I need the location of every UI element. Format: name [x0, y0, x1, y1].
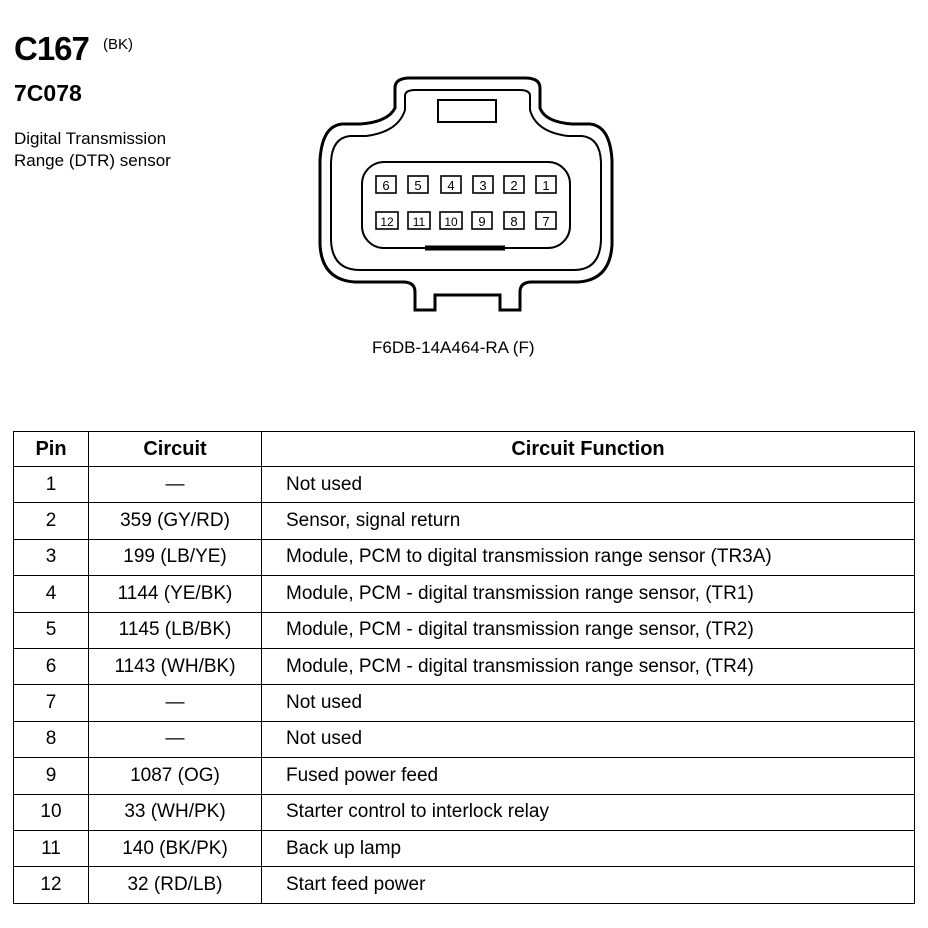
- connector-pin-carrier: [362, 162, 570, 248]
- function-cell: Sensor, signal return: [262, 503, 915, 539]
- cavity: [440, 212, 462, 229]
- connector-shell-outline: [320, 78, 612, 310]
- circuit-cell: 199 (LB/YE): [89, 539, 262, 575]
- function-cell: Module, PCM - digital transmission range sensor, (TR4): [262, 648, 915, 684]
- description-line-2: Range (DTR) sensor: [14, 151, 171, 170]
- function-cell: Not used: [262, 721, 915, 757]
- pin-cell: 3: [14, 539, 89, 575]
- cavity-number: 10: [444, 215, 458, 229]
- pin-cell: 1: [14, 467, 89, 503]
- pinout-table: [13, 431, 915, 904]
- pin-cell: 10: [14, 794, 89, 830]
- cavity: [408, 212, 430, 229]
- pin-cell: 5: [14, 612, 89, 648]
- function-cell: Back up lamp: [262, 830, 915, 866]
- cavity: [504, 176, 524, 193]
- header-pin: Pin: [14, 432, 89, 467]
- cavity: [504, 212, 524, 229]
- component-description: [14, 128, 214, 172]
- cavity-number: 12: [380, 215, 394, 229]
- cavity-number: 11: [412, 215, 426, 229]
- circuit-cell: 140 (BK/PK): [89, 830, 262, 866]
- table-row: [14, 794, 915, 830]
- cavity-number: 5: [414, 178, 422, 193]
- cavity-number: 3: [479, 178, 487, 193]
- pin-cell: 2: [14, 503, 89, 539]
- cavity: [376, 212, 398, 229]
- header-circuit-function: Circuit Function: [262, 432, 915, 467]
- connector-id: C167: [14, 30, 89, 67]
- table-row: [14, 612, 915, 648]
- cavity-number: 2: [510, 178, 518, 193]
- cavity: [536, 176, 556, 193]
- table-row: [14, 721, 915, 757]
- pin-cell: 6: [14, 648, 89, 684]
- table-row: [14, 867, 915, 903]
- function-cell: Module, PCM - digital transmission range sensor, (TR1): [262, 576, 915, 612]
- cavity: [472, 212, 492, 229]
- cavity: [376, 176, 396, 193]
- cavity-number: 7: [542, 214, 550, 229]
- cavity-number: 6: [382, 178, 390, 193]
- connector-color: (BK): [103, 36, 133, 53]
- cavity-number: 8: [510, 214, 518, 229]
- description-line-1: Digital Transmission: [14, 129, 167, 148]
- connector-face-diagram: [300, 70, 630, 340]
- circuit-cell: 32 (RD/LB): [89, 867, 262, 903]
- function-cell: Not used: [262, 467, 915, 503]
- component-part-number: 7C078: [14, 80, 82, 106]
- circuit-cell: 1087 (OG): [89, 758, 262, 794]
- function-cell: Module, PCM to digital transmission range sensor (TR3A): [262, 539, 915, 575]
- function-cell: Module, PCM - digital transmission range sensor, (TR2): [262, 612, 915, 648]
- connector-part-number: F6DB-14A464-RA (F): [372, 338, 535, 357]
- circuit-cell: 1144 (YE/BK): [89, 576, 262, 612]
- pin-cell: 8: [14, 721, 89, 757]
- connector-latch: [438, 100, 496, 122]
- cavity-number: 9: [478, 214, 486, 229]
- pin-cell: 9: [14, 758, 89, 794]
- table-row: [14, 648, 915, 684]
- table-header-row: [14, 432, 915, 467]
- cavity: [536, 212, 556, 229]
- pin-cell: 12: [14, 867, 89, 903]
- function-cell: Starter control to interlock relay: [262, 794, 915, 830]
- connector-face-illustration: [300, 70, 630, 335]
- circuit-cell: —: [89, 721, 262, 757]
- table-row: [14, 758, 915, 794]
- pin-cell: 11: [14, 830, 89, 866]
- cavity-number: 4: [447, 178, 455, 193]
- cavity-row-bottom: [376, 212, 556, 229]
- function-cell: Start feed power: [262, 867, 915, 903]
- circuit-cell: 359 (GY/RD): [89, 503, 262, 539]
- table-row: [14, 503, 915, 539]
- table-row: [14, 685, 915, 721]
- circuit-cell: —: [89, 685, 262, 721]
- cavity: [473, 176, 493, 193]
- cavity-row-top: [376, 176, 556, 193]
- pin-cell: 4: [14, 576, 89, 612]
- table-row: [14, 830, 915, 866]
- table-row: [14, 467, 915, 503]
- circuit-cell: —: [89, 467, 262, 503]
- table-row: [14, 539, 915, 575]
- circuit-cell: 33 (WH/PK): [89, 794, 262, 830]
- function-cell: Fused power feed: [262, 758, 915, 794]
- header-circuit: Circuit: [89, 432, 262, 467]
- cavity: [408, 176, 428, 193]
- cavity-number: 1: [542, 178, 550, 193]
- cavity: [441, 176, 461, 193]
- table-row: [14, 576, 915, 612]
- circuit-cell: 1143 (WH/BK): [89, 648, 262, 684]
- function-cell: Not used: [262, 685, 915, 721]
- circuit-cell: 1145 (LB/BK): [89, 612, 262, 648]
- pin-cell: 7: [14, 685, 89, 721]
